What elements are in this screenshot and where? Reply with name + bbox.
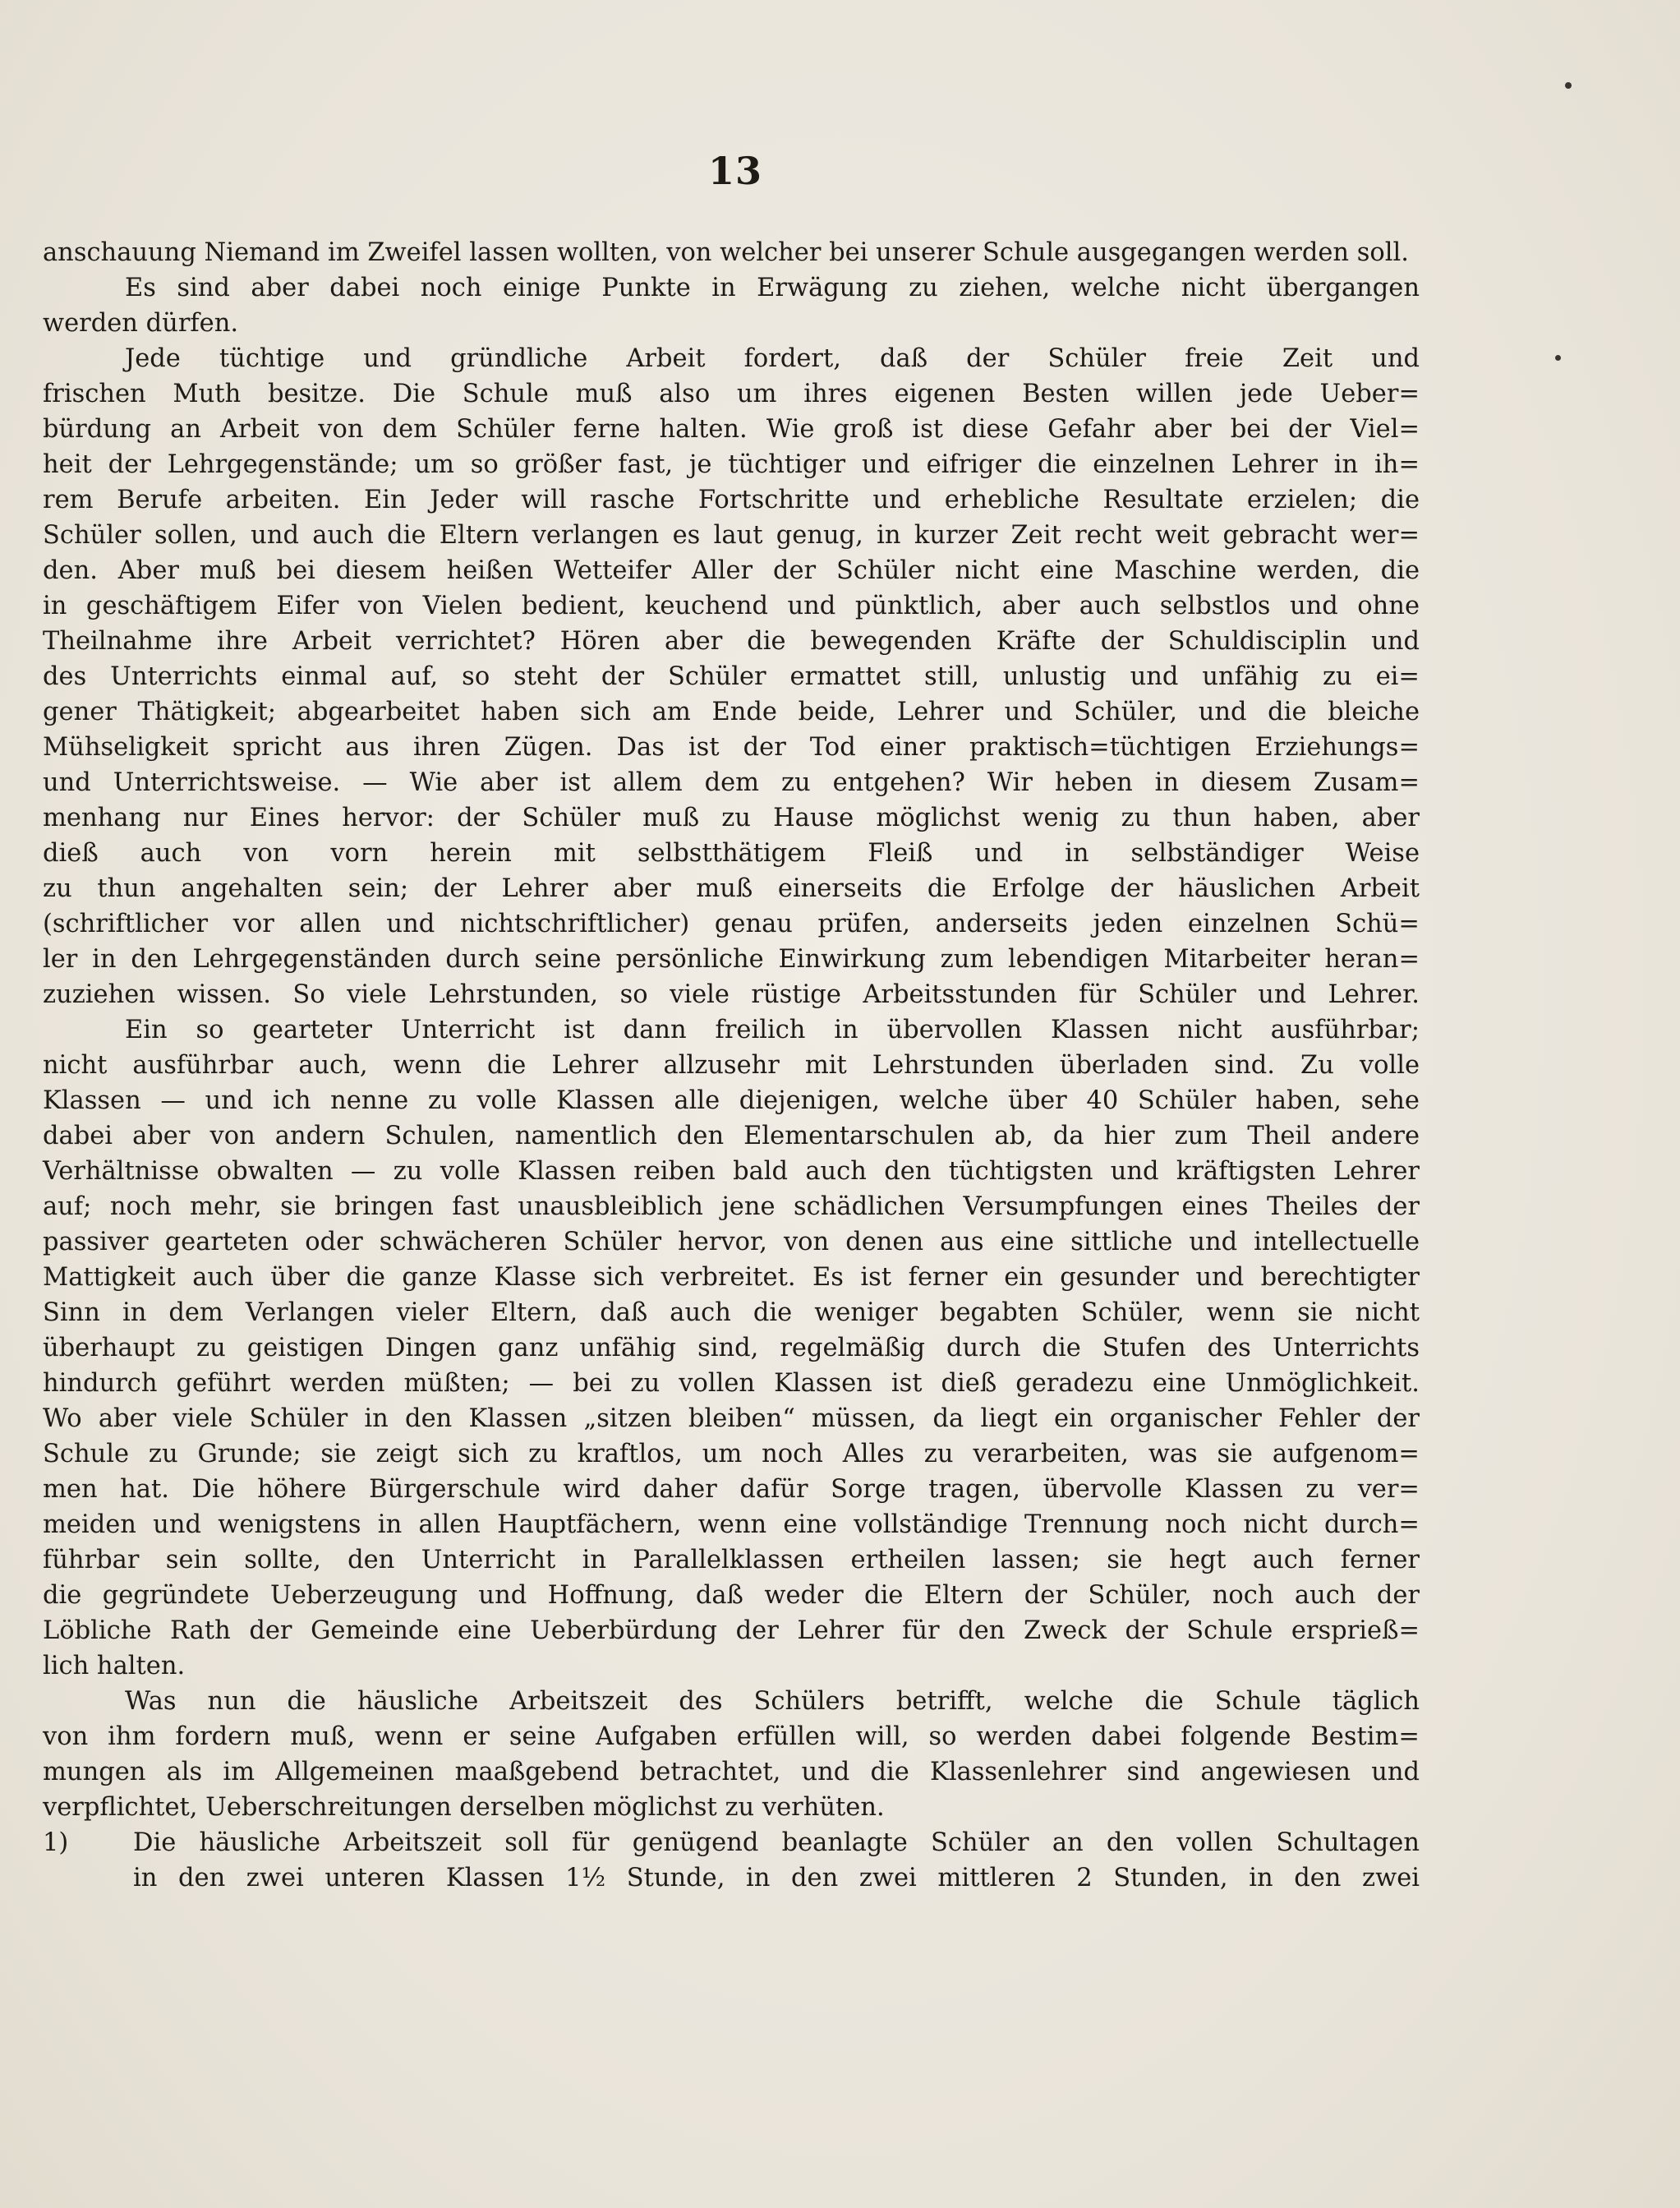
text-line: menhang nur Eines hervor: der Schüler muß zu Hause möglichst wenig zu thun haben, aber (43, 804, 1420, 832)
text-line: Wo aber viele Schüler in den Klassen „sitzen bleiben“ müssen, da liegt ein organischer Fehler der (43, 1404, 1420, 1433)
text-line: zu thun angehalten sein; der Lehrer aber muß einerseits die Erfolge der häuslichen Arbeit (43, 874, 1420, 903)
text-line: Mattigkeit auch über die ganze Klasse sich verbreitet. Es ist ferner ein gesunder und berechtigter (43, 1263, 1420, 1292)
text-line: führbar sein sollte, den Unterricht in Parallelklassen ertheilen lassen; sie hegt auch ferner (43, 1546, 1420, 1574)
text-line: werden dürfen. (43, 309, 239, 338)
list-item-second-line: in den zwei unteren Klassen 1½ Stunde, in den zwei mittleren 2 Stunden, in den zwei (133, 1864, 1420, 1892)
text-line: hindurch geführt werden müßten; — bei zu vollen Klassen ist dieß geradezu eine Unmöglichkeit. (43, 1369, 1420, 1398)
text-line: Theilnahme ihre Arbeit verrichtet? Hören aber die bewegenden Kräfte der Schuldisciplin und (43, 627, 1420, 656)
text-line: verpflichtet, Ueberschreitungen derselben möglichst zu verhüten. (43, 1793, 885, 1822)
text-line: heit der Lehrgegenstände; um so größer fast, je tüchtiger und eifriger die einzelnen Lehrer in ih= (43, 450, 1420, 479)
text-line: mungen als im Allgemeinen maaßgebend betrachtet, und die Klassenlehrer sind angewiesen und (43, 1758, 1420, 1786)
text-line: dieß auch von vorn herein mit selbstthätigem Fleiß und in selbständiger Weise (43, 839, 1420, 868)
text-line: (schriftlicher vor allen und nichtschriftlicher) genau prüfen, anderseits jeden einzelnen Schü= (43, 910, 1420, 938)
list-item-first-line (43, 1825, 1420, 1860)
text-line: in geschäftigem Eifer von Vielen bedient, keuchend und pünktlich, aber auch selbstlos und ohne (43, 592, 1420, 620)
text-line: den. Aber muß bei diesem heißen Wetteifer Aller der Schüler nicht eine Maschine werden, die (43, 556, 1420, 585)
text-line: rem Berufe arbeiten. Ein Jeder will rasche Fortschritte und erhebliche Resultate erzielen; die (43, 486, 1420, 514)
text-line: überhaupt zu geistigen Dingen ganz unfähig sind, regelmäßig durch die Stufen des Unterrichts (43, 1334, 1420, 1362)
text-line: frischen Muth besitze. Die Schule muß also um ihres eigenen Besten willen jede Ueber= (43, 380, 1420, 408)
text-line: Verhältnisse obwalten — zu volle Klassen reiben bald auch den tüchtigsten und kräftigsten Lehrer (43, 1157, 1420, 1186)
text-line: ler in den Lehrgegenständen durch seine persönliche Einwirkung zum lebendigen Mitarbeiter heran= (43, 945, 1420, 974)
text-line: lich halten. (43, 1652, 186, 1680)
text-line: Sinn in dem Verlangen vieler Eltern, daß auch die weniger begabten Schüler, wenn sie nicht (43, 1298, 1420, 1327)
page-number: 13 (707, 149, 762, 193)
text-line: Es sind aber dabei noch einige Punkte in Erwägung zu ziehen, welche nicht übergangen (125, 274, 1420, 302)
ink-speck (1555, 355, 1561, 361)
text-line: Schüler sollen, und auch die Eltern verlangen es laut genug, in kurzer Zeit recht weit gebracht wer= (43, 521, 1420, 550)
text-line: zuziehen wissen. So viele Lehrstunden, so viele rüstige Arbeitsstunden für Schüler und Lehrer. (43, 980, 1420, 1009)
text-line: meiden und wenigstens in allen Hauptfächern, wenn eine vollständige Trennung noch nicht durch= (43, 1510, 1420, 1539)
text-line: des Unterrichts einmal auf, so steht der Schüler ermattet still, unlustig und unfähig zu ei= (43, 662, 1420, 691)
text-line: die gegründete Ueberzeugung und Hoffnung, daß weder die Eltern der Schüler, noch auch der (43, 1581, 1420, 1610)
text-line: Schule zu Grunde; sie zeigt sich zu kraftlos, um noch Alles zu verarbeiten, was sie aufgenom= (43, 1440, 1420, 1468)
text-line: Mühseligkeit spricht aus ihren Zügen. Das ist der Tod einer praktisch=tüchtigen Erziehungs= (43, 733, 1420, 762)
text-line: auf; noch mehr, sie bringen fast unausbleiblich jene schädlichen Versumpfungen eines Theiles der (43, 1192, 1420, 1221)
text-line: dabei aber von andern Schulen, namentlich den Elementarschulen ab, da hier zum Theil andere (43, 1122, 1420, 1150)
text-line: nicht ausführbar auch, wenn die Lehrer allzusehr mit Lehrstunden überladen sind. Zu volle (43, 1051, 1420, 1080)
text-line: Jede tüchtige und gründliche Arbeit fordert, daß der Schüler freie Zeit und (125, 344, 1420, 373)
ink-speck (1565, 82, 1572, 89)
text-line: und Unterrichtsweise. — Wie aber ist allem dem zu entgehen? Wir heben in diesem Zusam= (43, 768, 1420, 797)
body-text (43, 235, 1420, 1896)
text-line: Löbliche Rath der Gemeinde eine Ueberbürdung der Lehrer für den Zweck der Schule ersprieß= (43, 1616, 1420, 1645)
text-line: anschauung Niemand im Zweifel lassen wollten, von welcher bei unserer Schule ausgegangen werden soll. (43, 238, 1409, 267)
text-line: von ihm fordern muß, wenn er seine Aufgaben erfüllen will, so werden dabei folgende Bestim= (43, 1722, 1420, 1751)
text-line: passiver gearteten oder schwächeren Schüler hervor, von denen aus eine sittliche und intellectuelle (43, 1228, 1420, 1256)
text-line: Klassen — und ich nenne zu volle Klassen alle diejenigen, welche über 40 Schüler haben, sehe (43, 1086, 1420, 1115)
text-line: bürdung an Arbeit von dem Schüler ferne halten. Wie groß ist diese Gefahr aber bei der Viel= (43, 415, 1420, 444)
text-line: Was nun die häusliche Arbeitszeit des Schülers betrifft, welche die Schule täglich (125, 1687, 1420, 1716)
list-item-number: 1) (43, 1828, 69, 1857)
text-line: Ein so gearteter Unterricht ist dann freilich in übervollen Klassen nicht ausführbar; (125, 1016, 1420, 1044)
list-item-text: Die häusliche Arbeitszeit soll für genügend beanlagte Schüler an den vollen Schultagen (133, 1828, 1420, 1857)
text-line: men hat. Die höhere Bürgerschule wird daher dafür Sorge tragen, übervolle Klassen zu ver= (43, 1475, 1420, 1504)
text-line: gener Thätigkeit; abgearbeitet haben sich am Ende beide, Lehrer und Schüler, und die bleiche (43, 698, 1420, 726)
